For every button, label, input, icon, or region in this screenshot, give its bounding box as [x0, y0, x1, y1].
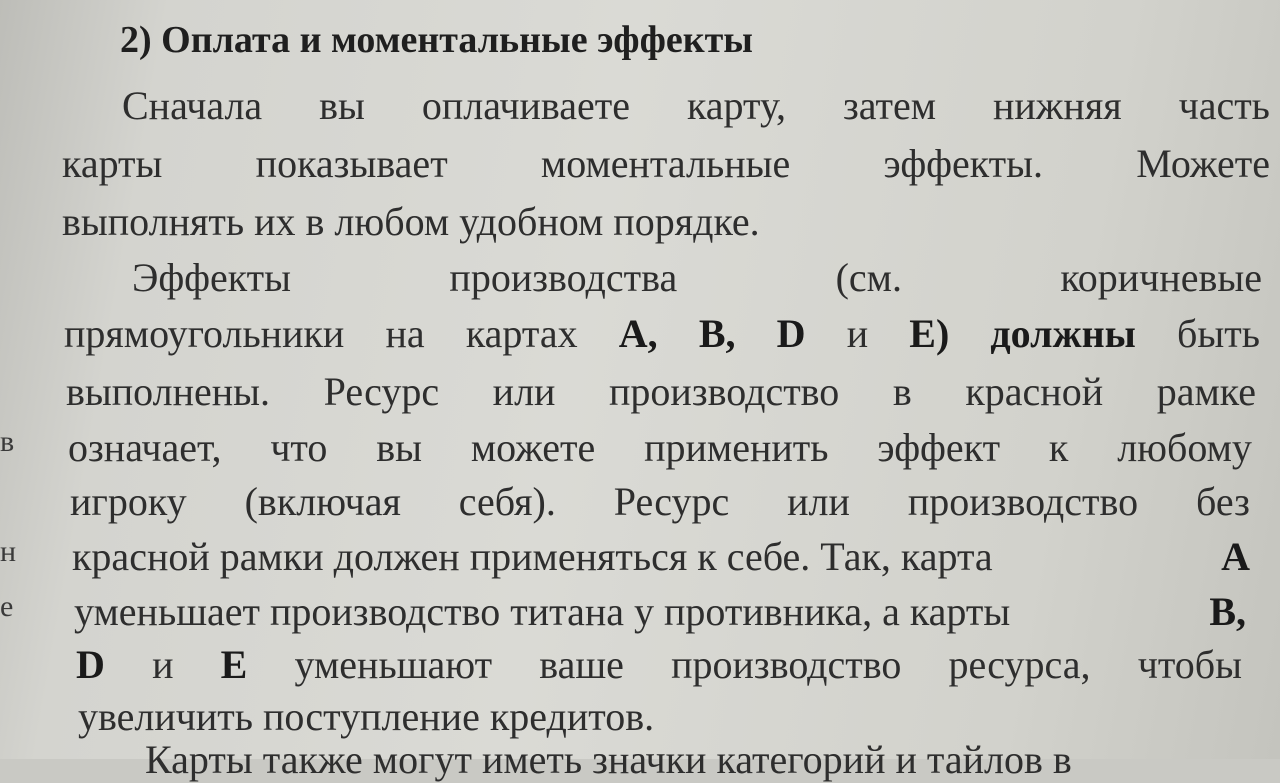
word: означает, — [68, 425, 222, 470]
text-line — [76, 642, 1242, 687]
text-line: выполнять их в любом удобном порядке. — [62, 199, 760, 244]
word: прямоугольники — [64, 311, 345, 356]
word: в — [892, 369, 912, 414]
word: ваше — [539, 642, 624, 687]
word: производство — [671, 642, 902, 687]
card-letter-e: E) — [909, 311, 950, 356]
text-line — [68, 425, 1252, 470]
text-run: красной рамки должен применяться к себе. Так, карта — [72, 534, 993, 579]
text-line — [72, 534, 1250, 579]
word: вы — [319, 83, 365, 128]
word: коричневые — [1060, 255, 1262, 300]
text-line — [62, 141, 1270, 186]
word: карту, — [686, 83, 786, 128]
word: картах — [465, 311, 578, 356]
emphasis-word: должны — [990, 311, 1136, 356]
edge-letter: в — [0, 425, 15, 458]
word: и — [846, 311, 869, 356]
word: к — [1048, 425, 1069, 470]
cutoff-text-line: Карты также могут иметь значки категорий и тайлов в — [145, 737, 1072, 782]
word: применить — [644, 425, 829, 470]
word: эффекты. — [883, 141, 1044, 186]
text-line — [70, 479, 1250, 524]
word: или — [492, 369, 556, 414]
text-line — [132, 255, 1262, 300]
word: (включая — [244, 479, 401, 524]
word: Ресурс — [323, 369, 440, 414]
text-line — [122, 83, 1270, 128]
section-heading: 2) Оплата и моментальные эффекты — [120, 19, 753, 61]
word: производство — [609, 369, 840, 414]
word: нижняя — [992, 83, 1122, 128]
word: моментальные — [540, 141, 791, 186]
word: рамке — [1156, 369, 1256, 414]
word: показывает — [255, 141, 448, 186]
text-line — [74, 589, 1246, 634]
card-letter-b: B, — [698, 311, 736, 356]
word: (см. — [835, 255, 902, 300]
text-line — [66, 369, 1256, 414]
card-letter-e: E — [220, 642, 248, 687]
card-letter-a: A, — [618, 311, 658, 356]
word: и — [152, 642, 174, 687]
text-line — [64, 311, 1260, 356]
word: уменьшают — [294, 642, 493, 687]
edge-letter: н — [0, 535, 17, 568]
text-run: уменьшает производство титана у противника, а карты — [74, 589, 1011, 634]
word: или — [787, 479, 850, 524]
word: выполнены. — [66, 369, 271, 414]
word: вы — [376, 425, 422, 470]
word: Можете — [1136, 141, 1270, 186]
card-letter-b: B, — [1209, 589, 1246, 634]
word: на — [385, 311, 425, 356]
word: что — [270, 425, 328, 470]
word: любому — [1117, 425, 1252, 470]
word: производство — [907, 479, 1139, 524]
word: можете — [470, 425, 596, 470]
word: Эффекты — [132, 255, 292, 300]
word: чтобы — [1137, 642, 1242, 687]
card-letter-d: D — [76, 642, 105, 687]
word: оплачиваете — [421, 83, 631, 128]
word: красной — [965, 369, 1104, 414]
text-line: увеличить поступление кредитов. — [78, 694, 655, 739]
word: себя). — [458, 479, 556, 524]
edge-letter: е — [0, 590, 14, 623]
word: часть — [1178, 83, 1270, 128]
word: без — [1196, 479, 1250, 524]
card-letter-d: D — [776, 311, 806, 356]
word: Сначала — [122, 83, 263, 128]
word: Ресурс — [613, 479, 730, 524]
word: ресурса, — [948, 642, 1091, 687]
card-letter-a: A — [1221, 534, 1250, 579]
word: игроку — [70, 479, 187, 524]
word: затем — [842, 83, 937, 128]
word: эффект — [877, 425, 1001, 470]
word: быть — [1177, 311, 1260, 356]
word: производства — [449, 255, 678, 300]
word: карты — [62, 141, 163, 186]
